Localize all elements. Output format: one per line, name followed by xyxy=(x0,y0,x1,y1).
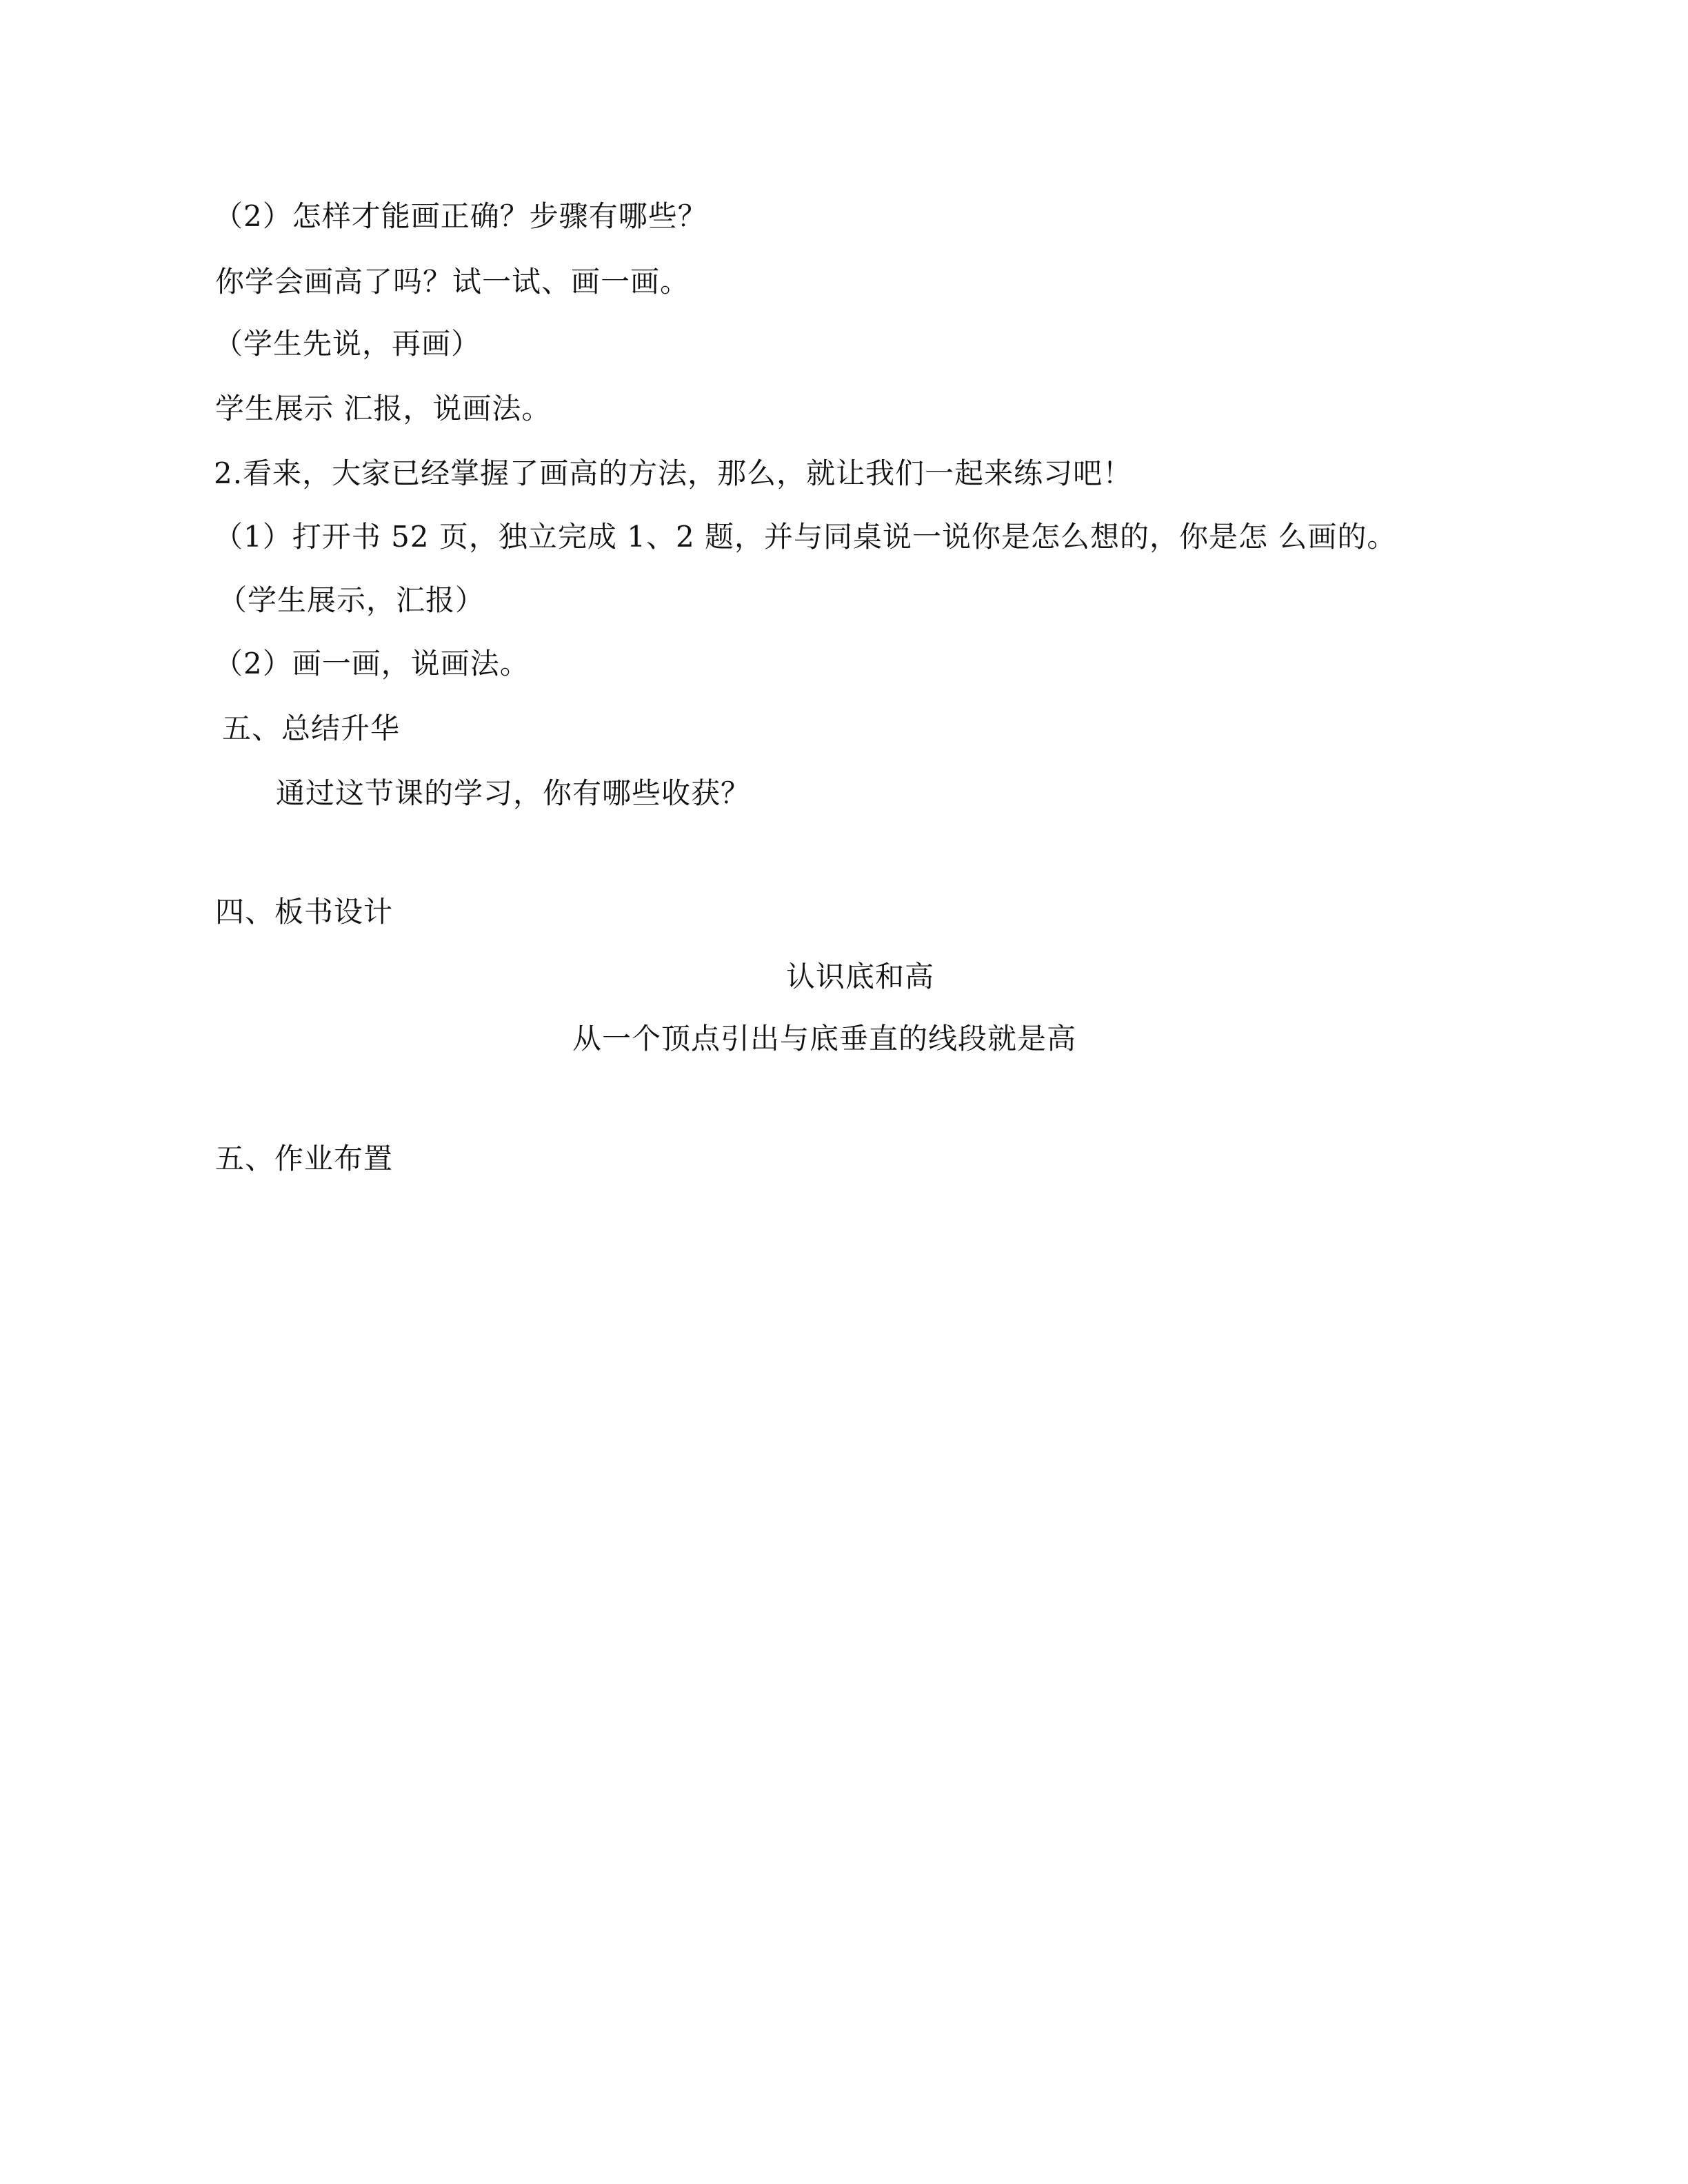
text-line-students-show: （学生展示，汇报） xyxy=(218,583,485,617)
text-line-step-2-question: （2）怎样才能画正确？步骤有哪些？ xyxy=(214,199,707,233)
board-definition: 从一个顶点引出与底垂直的线段就是高 xyxy=(572,1022,1077,1055)
section-heading-board-design: 四、板书设计 xyxy=(215,895,394,929)
section-heading-summary: 五、总结升华 xyxy=(222,711,401,745)
text-line-draw-explain: （2）画一画，说画法。 xyxy=(214,647,530,680)
text-line-practice-intro: 2.看来，大家已经掌握了画高的方法，那么，就让我们一起来练习吧！ xyxy=(214,456,1133,490)
section-heading-homework: 五、作业布置 xyxy=(215,1142,394,1175)
text-line-try-drawing: 你学会画高了吗？试一试、画一画。 xyxy=(215,265,690,299)
board-title: 认识底和高 xyxy=(786,960,935,993)
text-line-students-report: 学生展示 汇报，说画法。 xyxy=(215,392,552,425)
text-line-summary-question: 通过这节课的学习，你有哪些收获？ xyxy=(276,776,751,810)
text-line-students-say: （学生先说，再画） xyxy=(214,327,481,361)
text-line-open-book: （1）打开书 52 页，独立完成 1、2 题，并与同桌说一说你是怎么想的，你是怎 么画的。 xyxy=(214,520,1397,554)
